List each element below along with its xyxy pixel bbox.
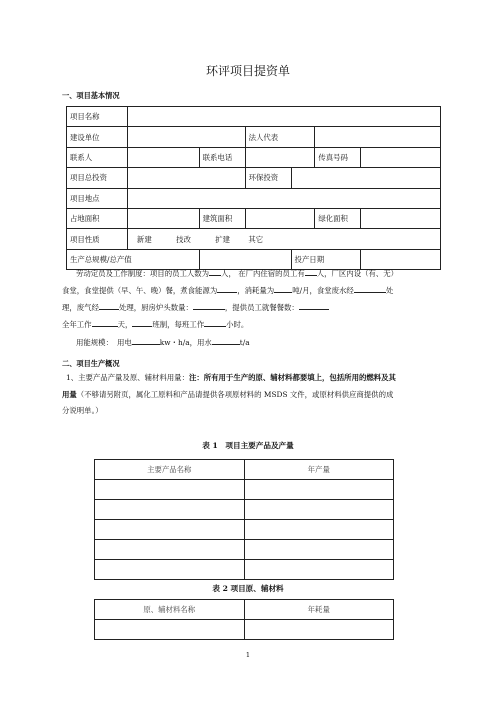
cell-input[interactable]	[244, 480, 394, 500]
label-land-area: 占地面积	[67, 208, 128, 228]
field-contact-phone[interactable]	[245, 147, 315, 167]
cell-input[interactable]	[95, 540, 245, 560]
document-title: 环评项目提资单	[205, 64, 290, 78]
materials-instruction: 1、主要产品产量及原、辅材料用量：注：所有用于生产的原、辅材料都要填上，包括所用的燃料及其 用量（不够请另附页，属化工原料和产品请提供各项原材料的 MSDS 文件，或原材料供应商提供的成 分说明单。）	[62, 373, 396, 415]
label-nature: 项目性质	[67, 229, 128, 249]
label-env-investment: 环保投资	[245, 168, 291, 188]
label-start-date: 投产日期	[291, 249, 361, 269]
blank-hours[interactable]	[204, 318, 226, 327]
table-row	[95, 540, 394, 560]
field-contact[interactable]	[127, 147, 199, 167]
workdays-line: 全年工作 天， 班制，每班工作 小时。	[62, 320, 249, 329]
table-row	[67, 229, 441, 249]
option-tech-upgrade[interactable]: 技改	[176, 234, 191, 244]
exhaust-line: 理，废气经 处理，厨房炉头数量： ，提供员工就餐餐数：	[62, 299, 446, 316]
table-row	[67, 147, 441, 167]
table-row	[67, 208, 441, 228]
label-total-investment: 项目总投资	[67, 168, 128, 188]
label-building-area: 建筑面积	[199, 208, 245, 228]
blank-shifts[interactable]	[132, 318, 152, 327]
field-location[interactable]	[127, 188, 440, 208]
header-product-name: 主要产品名称	[95, 460, 245, 480]
label-contact: 联系人	[67, 147, 128, 167]
field-total-investment[interactable]	[127, 168, 245, 188]
table-row	[95, 520, 394, 540]
cell-input[interactable]	[95, 520, 245, 540]
table-row	[67, 168, 441, 188]
table-row	[95, 500, 394, 520]
blank-consumption[interactable]	[274, 284, 292, 293]
cell-input[interactable]	[95, 560, 245, 580]
blank-water[interactable]	[212, 336, 240, 345]
blank-stove-count[interactable]	[193, 301, 225, 310]
blank-meals[interactable]	[299, 301, 329, 310]
label-scale-value: 生产总规模/总产值	[67, 249, 200, 269]
products-table	[94, 459, 394, 580]
label-construction-unit: 建设单位	[67, 127, 128, 147]
label-green-area: 绿化面积	[315, 208, 361, 228]
label-contact-phone: 联系电话	[199, 147, 245, 167]
canteen-line: 食堂，食堂提供（早、午、晚）餐，煮食能源为 ，消耗量为 吨/月，食堂废水经 处	[62, 286, 394, 295]
field-legal-rep[interactable]	[315, 127, 441, 147]
cell-input[interactable]	[244, 620, 394, 640]
cell-input[interactable]	[244, 500, 394, 520]
cell-input[interactable]	[95, 500, 245, 520]
field-building-area[interactable]	[245, 208, 315, 228]
field-env-investment[interactable]	[291, 168, 440, 188]
project-basic-info-table	[66, 106, 441, 270]
energy-line: 用能规模： 用电 kw・h/a，用水 t/a	[76, 338, 250, 347]
blank-canteen-wastewater[interactable]	[354, 284, 386, 293]
labor-paragraph: 劳动定员及工作制度：项目的员工人数为 人， 在厂内住宿的员工有 人，厂区内设（有、无）	[76, 269, 399, 278]
header-material-name: 原、辅材料名称	[95, 600, 245, 620]
label-project-name: 项目名称	[67, 107, 128, 127]
table-row	[95, 480, 394, 500]
cell-input[interactable]	[244, 520, 394, 540]
option-new[interactable]: 新建	[136, 234, 152, 244]
field-construction-unit[interactable]	[127, 127, 245, 147]
blank-exhaust-treatment[interactable]	[99, 301, 119, 310]
table-row	[67, 188, 441, 208]
cell-input[interactable]	[95, 620, 245, 640]
field-nature-options[interactable]	[127, 229, 440, 249]
table-header-row	[95, 460, 394, 480]
cell-input[interactable]	[95, 480, 245, 500]
label-legal-rep: 法人代表	[245, 127, 315, 147]
page-number: 1	[245, 651, 251, 659]
blank-cooking-energy[interactable]	[217, 284, 237, 293]
table-row	[95, 560, 394, 580]
label-fax: 传真号码	[315, 147, 361, 167]
table-row	[67, 107, 441, 127]
blank-resident-count[interactable]	[305, 267, 317, 276]
blank-staff-count[interactable]	[209, 267, 221, 276]
option-expand[interactable]: 扩建	[215, 234, 231, 244]
header-annual-consumption: 年耗量	[244, 600, 394, 620]
option-other[interactable]: 其它	[248, 234, 264, 244]
field-project-name[interactable]	[127, 107, 440, 127]
label-location: 项目地点	[67, 188, 128, 208]
blank-workdays[interactable]	[92, 318, 118, 327]
table-header-row	[95, 600, 394, 620]
materials-table	[94, 599, 394, 640]
field-land-area[interactable]	[127, 208, 199, 228]
cell-input[interactable]	[244, 560, 394, 580]
table-1-caption: 表 1 项目主要产品及产量	[202, 441, 294, 450]
blank-electricity[interactable]	[132, 336, 160, 345]
table-2-caption: 表 2 项目原、辅材料	[212, 584, 284, 593]
cell-input[interactable]	[244, 540, 394, 560]
header-annual-output: 年产量	[244, 460, 394, 480]
table-row	[95, 620, 394, 640]
section-1-heading: 一、项目基本情况	[62, 91, 120, 100]
field-green-area[interactable]	[361, 208, 441, 228]
field-fax[interactable]	[361, 147, 441, 167]
table-row	[67, 127, 441, 147]
section-2-heading: 二、项目生产概况	[62, 359, 120, 368]
